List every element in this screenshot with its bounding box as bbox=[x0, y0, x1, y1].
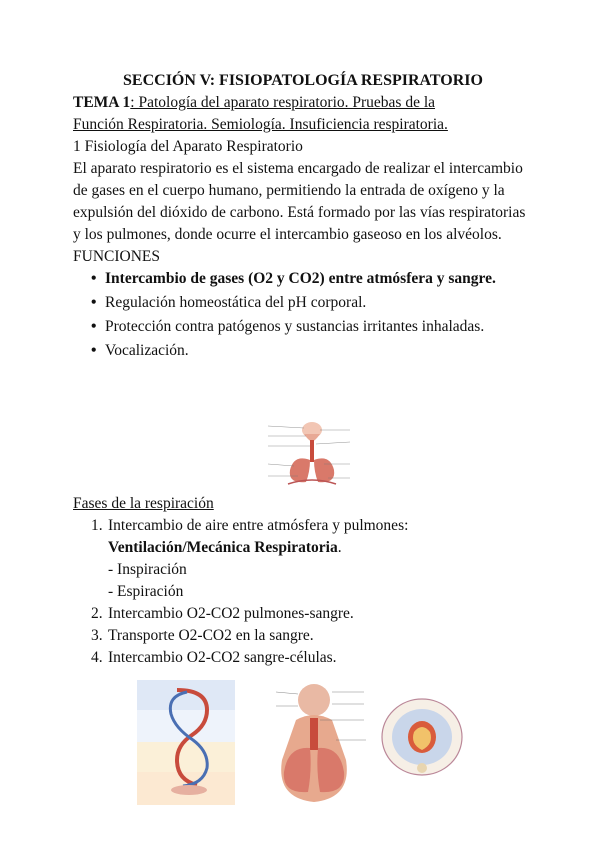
ventilacion-label: Ventilación/Mecánica Respiratoria bbox=[108, 539, 338, 556]
tema-heading bbox=[73, 92, 533, 136]
circulation-diagram-figure bbox=[137, 680, 235, 805]
funcion-text: Protección contra patógenos y sustancias irritantes inhaladas. bbox=[105, 318, 485, 335]
fase-text: Intercambio O2-CO2 sangre-células. bbox=[108, 649, 337, 666]
section-title: SECCIÓN V: FISIOPATOLOGÍA RESPIRATORIO bbox=[123, 72, 483, 89]
tema-title-line1: : Patología del aparato respiratorio. Pruebas de la bbox=[130, 94, 436, 111]
intro-paragraph: El aparato respiratorio es el sistema encargado de realizar el intercambio de gases en el cuerpo humano, permitiendo la entrada de oxígeno y la expulsión del dióxido de carbono. Está formado por las vías respiratorias y los pulmones, donde ocurre el intercambio gaseoso en los alvéolos. bbox=[73, 160, 526, 243]
tema-label: TEMA 1 bbox=[73, 94, 131, 111]
espiracion-item: - Espiración bbox=[108, 583, 184, 600]
inspiracion-item: - Inspiración bbox=[108, 561, 187, 578]
list-item: • Protección contra patógenos y sustancias irritantes inhaladas. bbox=[91, 318, 485, 335]
funcion-text: Vocalización. bbox=[105, 342, 189, 359]
list-item: 1. Intercambio de aire entre atmósfera y pulmones: Ventilación/Mecánica Respiratoria. - Inspiración - Espiración bbox=[91, 517, 409, 600]
list-item: 4. Intercambio O2-CO2 sangre-células. bbox=[91, 649, 337, 666]
fases-section bbox=[73, 493, 533, 669]
document-page bbox=[73, 70, 533, 364]
respiratory-system-figure bbox=[254, 420, 372, 492]
thorax-cross-section-figure bbox=[378, 692, 466, 782]
list-item: • Intercambio de gases (O2 y CO2) entre atmósfera y sangre. bbox=[91, 270, 496, 287]
fases-heading: Fases de la respiración bbox=[73, 495, 214, 512]
list-item: 3. Transporte O2-CO2 en la sangre. bbox=[91, 627, 314, 644]
tema-title-line2: Función Respiratoria. Semiología. Insuficiencia respiratoria. bbox=[73, 116, 448, 133]
fases-list bbox=[73, 515, 533, 669]
funcion-text: Intercambio de gases (O2 y CO2) entre atmósfera y sangre. bbox=[105, 270, 496, 287]
list-item: 2. Intercambio O2-CO2 pulmones-sangre. bbox=[91, 605, 354, 622]
subheading: 1 Fisiología del Aparato Respiratorio bbox=[73, 138, 303, 155]
fase-text: Intercambio O2-CO2 pulmones-sangre. bbox=[108, 605, 354, 622]
funcion-text: Regulación homeostática del pH corporal. bbox=[105, 294, 367, 311]
list-item: • Regulación homeostática del pH corporal. bbox=[91, 294, 367, 311]
funciones-heading: FUNCIONES bbox=[73, 248, 160, 265]
fase-text: Intercambio de aire entre atmósfera y pulmones: bbox=[108, 517, 409, 534]
funciones-list bbox=[73, 268, 533, 362]
fase-text: Transporte O2-CO2 en la sangre. bbox=[108, 627, 314, 644]
list-item: • Vocalización. bbox=[91, 342, 189, 359]
